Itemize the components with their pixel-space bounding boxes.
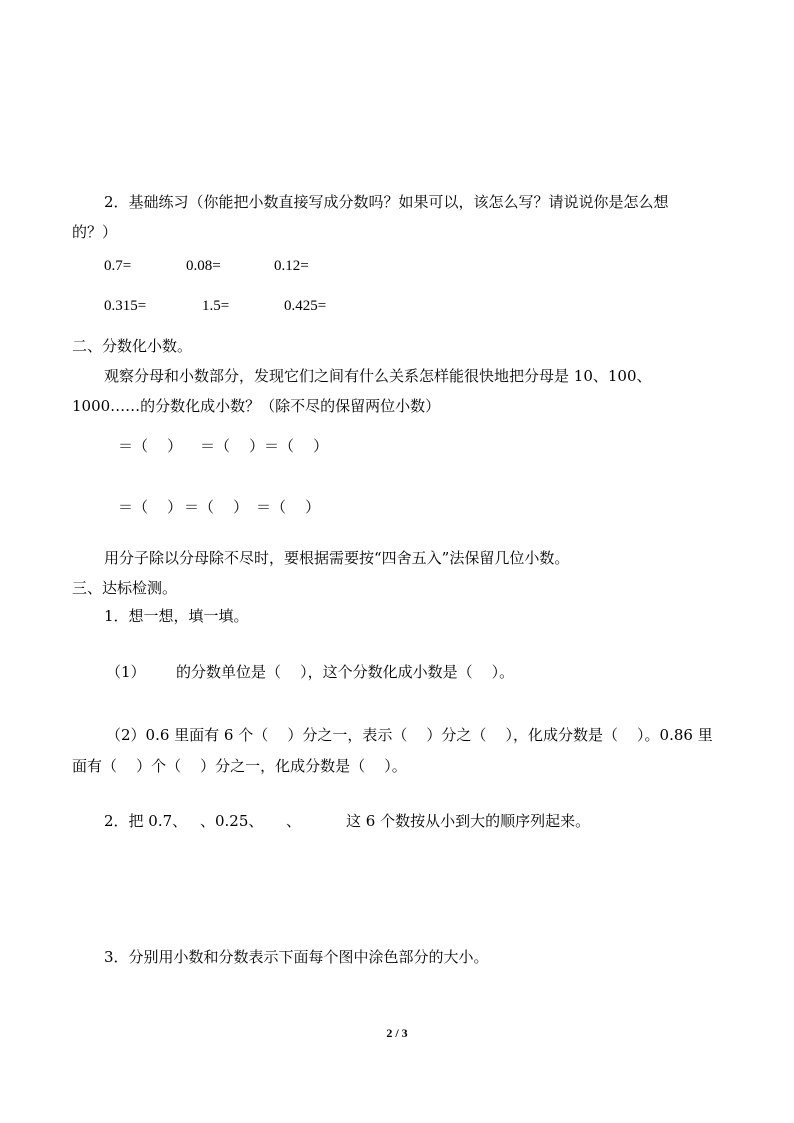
question1-part1-label: （1） — [106, 663, 146, 681]
practice-item: 0.315= — [104, 298, 147, 314]
question2-suffix: 这 6 个数按从小到大的顺序列起来。 — [346, 812, 591, 830]
practice-item: 0.7= — [104, 258, 132, 274]
basic-practice-heading-line2: 的？） — [72, 223, 118, 241]
question3: 3．分别用小数和分数表示下面每个图中涂色部分的大小。 — [104, 948, 489, 966]
rounding-note: 用分子除以分母除不尽时，要根据需要按“四舍五入”法保留几位小数。 — [104, 549, 570, 567]
question1-part2-line1: （2）0.6 里面有 6 个（ ）分之一，表示（ ）分之（ ），化成分数是（ ）。0.86 里 — [106, 726, 713, 744]
basic-practice-heading-line1: 2．基础练习（你能把小数直接写成分数吗？如果可以，该怎么写？请说说你是怎么想 — [104, 193, 669, 211]
answer-blank: ＝（ ） — [200, 437, 265, 455]
question1-part2-line2: 面有（ ）个（ ）分之一，化成分数是（ ）。 — [72, 757, 407, 775]
answer-blank: ＝（ ） — [256, 498, 321, 516]
question2-mid: 、0.25、 — [200, 812, 264, 830]
question1-part1-text: 的分数单位是（ ），这个分数化成小数是（ ）。 — [176, 663, 515, 681]
section-title-fraction-to-decimal: 二、分数化小数。 — [72, 337, 193, 355]
answer-blank: ＝（ ） — [184, 498, 249, 516]
answer-blank: ＝（ ） — [264, 437, 329, 455]
practice-item: 1.5= — [202, 298, 230, 314]
page-number: 2 / 3 — [386, 1026, 408, 1040]
practice-item: 0.08= — [186, 258, 221, 274]
answer-blank: ＝（ ） — [118, 498, 183, 516]
practice-item: 0.425= — [284, 298, 327, 314]
observation-paragraph-line1: 观察分母和小数部分，发现它们之间有什么关系怎样能很快地把分母是 10、100、 — [104, 367, 652, 385]
observation-paragraph-line2: 1000……的分数化成小数？（除不尽的保留两位小数） — [72, 397, 441, 415]
question1-title: 1．想一想，填一填。 — [104, 607, 249, 625]
question2-prefix: 2．把 0.7、 — [104, 812, 188, 830]
answer-blank: ＝（ ） — [118, 437, 183, 455]
practice-item: 0.12= — [274, 258, 309, 274]
section-title-check: 三、达标检测。 — [72, 579, 178, 597]
question2-separator: 、 — [286, 812, 302, 830]
